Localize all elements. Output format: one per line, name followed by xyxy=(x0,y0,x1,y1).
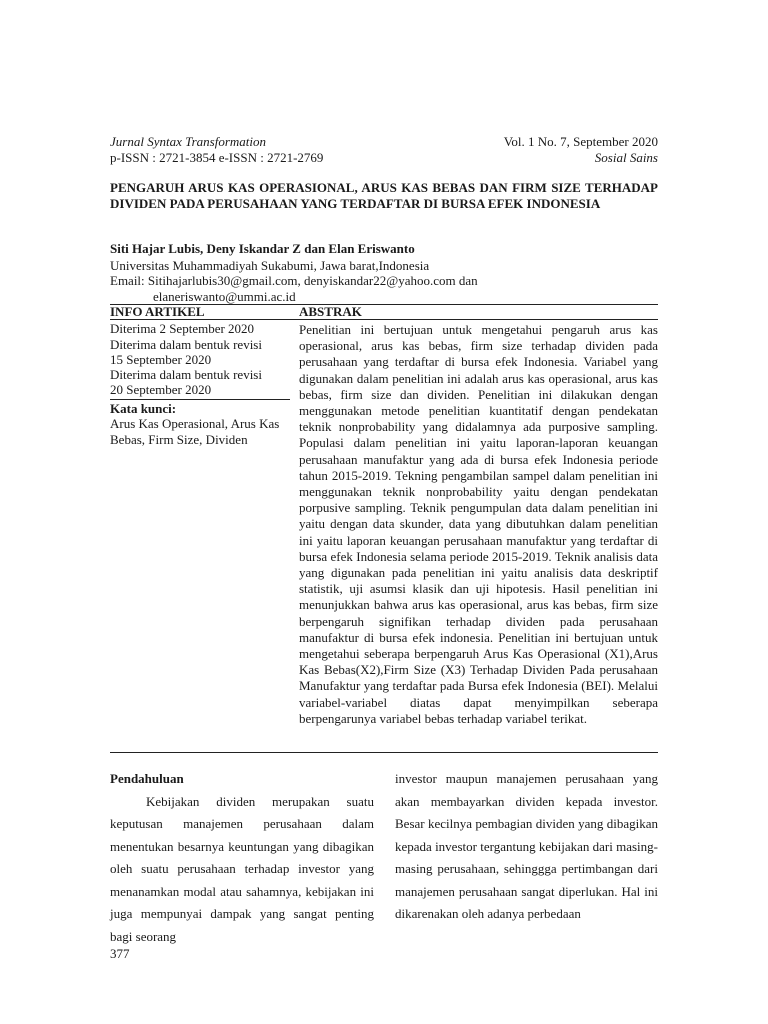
accepted-label: Diterima dalam bentuk revisi xyxy=(110,367,262,382)
page-number: 377 xyxy=(110,946,130,961)
info-divider xyxy=(110,399,290,400)
keywords-list: Arus Kas Operasional, Arus Kas Bebas, Firm Size, Dividen xyxy=(110,416,280,447)
author-list: Siti Hajar Lubis, Deny Iskandar Z dan Elan Eriswanto xyxy=(110,241,415,256)
email-line: Email: Sitihajarlubis30@gmail.com, denyiskandar22@yahoo.com dan xyxy=(110,273,478,288)
received-date: Diterima 2 September 2020 xyxy=(110,321,255,336)
field-label: Sosial Sains xyxy=(594,150,658,165)
email-line-continued: elaneriswanto@ummi.ac.id xyxy=(153,289,296,304)
intro-column-right: investor maupun manajemen perusahaan yang akan membayarkan dividen kepada investor. Besar kecilnya pembagian dividen yang dibagikan kepada investor tergantung kebijakan dari masing-masing perusahaan, sehinggga pertimbangan dari manajemen perusahaan sangat diperlukan. Hal ini dikarenakan oleh adanya perbedaan xyxy=(395,771,658,921)
issn-info: p-ISSN : 2721-3854 e-ISSN : 2721-2769 xyxy=(110,150,324,165)
intro-heading: Pendahuluan xyxy=(110,771,184,786)
keywords-heading: Kata kunci: xyxy=(110,401,177,416)
bottom-rule xyxy=(110,752,658,753)
heading-rule xyxy=(110,319,658,320)
affiliation: Universitas Muhammadiyah Sukabumi, Jawa barat,Indonesia xyxy=(110,258,430,273)
abstract-text: Penelitian ini bertujuan untuk mengetahui pengaruh arus kas operasional, arus kas bebas, firm size terhadap dividen pada perusahaan yang terdaftar di bursa efek Indonesia. Variabel yang digunakan dalam penelitian ini adalah arus kas operasional, arus kas bebas, firm size dan dividen. Penelitian ini dilakukan dengan menggunakan metode penelitian kuantitatif dengan pendekatan teknik nonprobability yang didalamnya ada purposive sampling. Populasi dalam penelitian ini yaitu laporan-laporan keuangan perusahaan manufaktur yang ada di bursa efek Indonesia periode tahun 2015-2019. Tekning pengambilan sampel dalam penelitian ini menggunakan teknik nonprobability yaitu dengan pendekatan porpusive sampling. Teknik pengumpulan data dalam penelitian ini yaitu dengan data skunder, data yang dibutuhkan dalam penelitian ini yaitu laporan keuangan perusahaan manufaktur yang terdaftar di bursa efek Indonesia selama periode 2015-2019. Teknik analisis data yang digunakan pada penelitian ini yaitu analisis data deskriptif statistik, uji asumsi klasik dan uji hipotesis. Hasil penelitian ini menunjukkan bahwa arus kas operasional, arus kas bebas, firm size berpengaruh signifikan terhadap dividen pada perusahaan manufaktur di bursa efek indonesia. Penelitian ini bertujuan untuk mengetahui seberapa berpengaruh Arus Kas Operasional (X1),Arus Kas Bebas(X2),Firm Size (X3) Terhadap Dividen Pada perusahaan Manufaktur yang terdaftar pada Bursa efek Indonesia (BEI). Melalui variabel-variabel diatas dapat menyimpilkan seberapa berpengarunya variabel bebas terhadap variabel terikat. xyxy=(299,322,658,726)
info-artikel-heading: INFO ARTIKEL xyxy=(110,304,205,319)
revised-label: Diterima dalam bentuk revisi xyxy=(110,337,262,352)
volume-info: Vol. 1 No. 7, September 2020 xyxy=(503,134,658,149)
paper-title: PENGARUH ARUS KAS OPERASIONAL, ARUS KAS BEBAS DAN FIRM SIZE TERHADAP DIVIDEN PADA PERUSAHAAN YANG TERDAFTAR DI BURSA EFEK INDONESIA xyxy=(110,180,658,211)
accepted-date: 20 September 2020 xyxy=(110,382,212,397)
intro-column-left xyxy=(110,768,374,948)
journal-name: Jurnal Syntax Transformation xyxy=(110,134,267,149)
abstract-heading: ABSTRAK xyxy=(299,304,362,319)
intro-paragraph: Kebijakan dividen merupakan suatu keputusan manajemen perusahaan dalam menentukan besarnya keuntungan yang dibagikan oleh suatu perusahaan terhadap investor yang menanamkan modal atau sahamnya, kebijakan ini juga mempunyai dampak yang sangat penting bagi seorang xyxy=(110,793,374,944)
revised-date: 15 September 2020 xyxy=(110,352,212,367)
